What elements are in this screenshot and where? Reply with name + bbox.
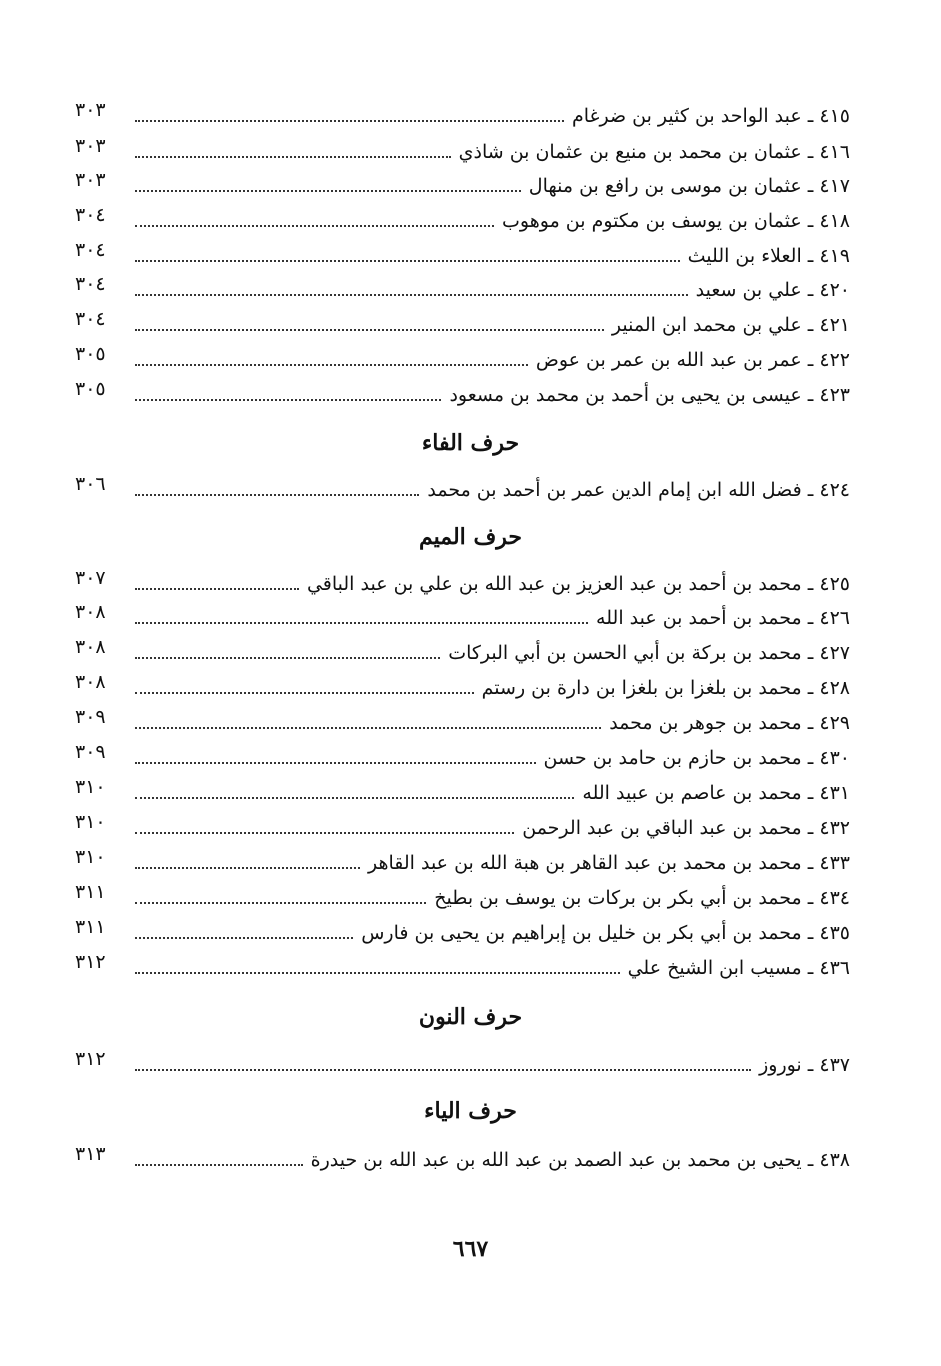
entry-page: ٣٠٩ [75, 706, 106, 728]
entry-title: ٤٢٨ ـ محمد بن بلغزا بن بلغزا بن دارة بن رستم [481, 677, 850, 699]
dot-leader [135, 726, 601, 729]
dot-leader [135, 293, 688, 296]
toc-entry [75, 878, 850, 912]
entry-title: ٤٢٦ ـ محمد بن أحمد بن عبد الله [596, 607, 850, 629]
entry-page: ٣٠٩ [75, 741, 106, 763]
entry-page: ٣٠٨ [75, 671, 106, 693]
entry-page: ٣٠٥ [75, 343, 106, 365]
toc-entry [75, 1140, 850, 1174]
toc-entry [75, 201, 850, 235]
dot-leader [135, 866, 360, 869]
entry-page: ٣١٠ [75, 776, 106, 798]
dot-leader [135, 761, 536, 764]
entry-title: ٤٢١ ـ علي بن محمد ابن المنير [611, 314, 850, 336]
toc-entry [75, 470, 850, 504]
entry-title: ٤٣٢ ـ محمد بن عبد الباقي بن عبد الرحمن [522, 817, 850, 839]
entry-title: ٤٣٠ ـ محمد بن حازم بن حامد بن حسن [543, 747, 850, 769]
dot-leader [135, 656, 440, 659]
toc-entry [75, 340, 850, 374]
entry-page: ٣٠٣ [75, 99, 106, 121]
entry-title: ٤١٨ ـ عثمان بن يوسف بن مكتوم بن موهوب [502, 210, 850, 232]
toc-entry [75, 598, 850, 632]
entry-title: ٤٣٤ ـ محمد بن أبي بكر بن بركات بن يوسف بن بطيخ [434, 887, 850, 909]
entry-title: ٤٢٣ ـ عيسى بن يحيى بن أحمد بن محمد بن مسعود [449, 384, 850, 406]
entry-title: ٤١٧ ـ عثمان بن موسى بن رافع بن منهال [528, 175, 850, 197]
toc-entry [75, 948, 850, 982]
entry-title: ٤١٦ ـ عثمان بن محمد بن منيع بن عثمان بن شاذي [458, 141, 850, 163]
toc-entry [75, 773, 850, 807]
entry-title: ٤١٥ ـ عبد الواحد بن كثير بن ضرغام [572, 105, 850, 127]
entry-title: ٤٣٧ ـ نوروز [759, 1054, 850, 1076]
toc-entry [75, 843, 850, 877]
toc-entry [75, 913, 850, 947]
toc-entry [75, 703, 850, 737]
dot-leader [135, 621, 588, 624]
entry-title: ٤٢٠ ـ علي بن سعيد [695, 279, 850, 301]
toc-entry [75, 305, 850, 339]
entry-page: ٣٠٥ [75, 378, 106, 400]
section-heading-mim: حرف الميم [418, 524, 523, 550]
entry-page: ٣١١ [75, 916, 106, 938]
entry-page: ٣١١ [75, 881, 106, 903]
dot-leader [135, 1163, 303, 1166]
entry-title: ٤٢٢ ـ عمر بن عبد الله بن عمر بن عوض [535, 349, 850, 371]
entry-page: ٣١٠ [75, 811, 106, 833]
toc-entry [75, 375, 850, 409]
entry-page: ٣٠٦ [75, 473, 106, 495]
entry-page: ٣٠٣ [75, 135, 106, 157]
section-heading-fa: حرف الفاء [421, 430, 520, 456]
entry-title: ٤٣١ ـ محمد بن عاصم بن عبيد الله [582, 782, 850, 804]
dot-leader [135, 971, 620, 974]
dot-leader [135, 398, 441, 401]
entry-title: ٤٢٩ ـ محمد بن جوهر بن محمد [609, 712, 850, 734]
dot-leader [135, 691, 474, 694]
dot-leader [135, 1068, 751, 1071]
entry-page: ٣١٢ [75, 951, 106, 973]
toc-entry [75, 96, 850, 130]
entry-page: ٣٠٨ [75, 601, 106, 623]
dot-leader [135, 224, 494, 227]
entry-page: ٣٠٤ [75, 308, 106, 330]
entry-title: ٤٢٤ ـ فضل الله ابن إمام الدين عمر بن أحمد بن محمد [427, 479, 850, 501]
entry-page: ٣١٢ [75, 1048, 106, 1070]
entry-title: ٤٣٨ ـ يحيى بن محمد بن عبد الصمد بن عبد الله بن عبد الله بن حيدرة [310, 1149, 850, 1171]
entry-title: ٤٣٦ ـ مسيب ابن الشيخ علي [627, 957, 850, 979]
dot-leader [135, 831, 514, 834]
toc-entry [75, 808, 850, 842]
dot-leader [135, 363, 528, 366]
toc-entry [75, 633, 850, 667]
dot-leader [135, 189, 521, 192]
dot-leader [135, 328, 604, 331]
entry-title: ٤١٩ ـ العلاء بن الليث [687, 245, 850, 267]
toc-entry [75, 166, 850, 200]
dot-leader [135, 936, 353, 939]
entry-page: ٣٠٨ [75, 636, 106, 658]
entry-page: ٣١٠ [75, 846, 106, 868]
section-heading-ya: حرف الياء [424, 1098, 517, 1124]
entry-page: ٣٠٤ [75, 273, 106, 295]
toc-entry [75, 270, 850, 304]
section-heading-nun: حرف النون [418, 1004, 523, 1030]
entry-page: ٣١٣ [75, 1143, 106, 1165]
toc-entry [75, 132, 850, 166]
dot-leader [135, 493, 419, 496]
dot-leader [135, 119, 564, 122]
toc-entry [75, 668, 850, 702]
dot-leader [135, 901, 426, 904]
entry-page: ٣٠٤ [75, 239, 106, 261]
dot-leader [135, 259, 680, 262]
entry-page: ٣٠٤ [75, 204, 106, 226]
entry-title: ٤٣٣ ـ محمد بن محمد بن عبد القاهر بن هبة الله بن عبد القاهر [367, 852, 850, 874]
entry-title: ٤٣٥ ـ محمد بن أبي بكر بن خليل بن إبراهيم بن يحيى بن فارس [361, 922, 850, 944]
dot-leader [135, 587, 299, 590]
toc-entry [75, 236, 850, 270]
entry-page: ٣٠٣ [75, 169, 106, 191]
toc-entry [75, 1045, 850, 1079]
dot-leader [135, 796, 574, 799]
entry-title: ٤٢٧ ـ محمد بن بركة بن أبي الحسن بن أبي البركات [448, 642, 850, 664]
entry-page: ٣٠٧ [75, 567, 106, 589]
toc-entry [75, 738, 850, 772]
page-folio-number: ٦٦٧ [452, 1236, 489, 1262]
entry-title: ٤٢٥ ـ محمد بن أحمد بن عبد العزيز بن عبد الله بن علي بن عبد الباقي [306, 573, 850, 595]
toc-entry [75, 564, 850, 598]
dot-leader [135, 155, 451, 158]
